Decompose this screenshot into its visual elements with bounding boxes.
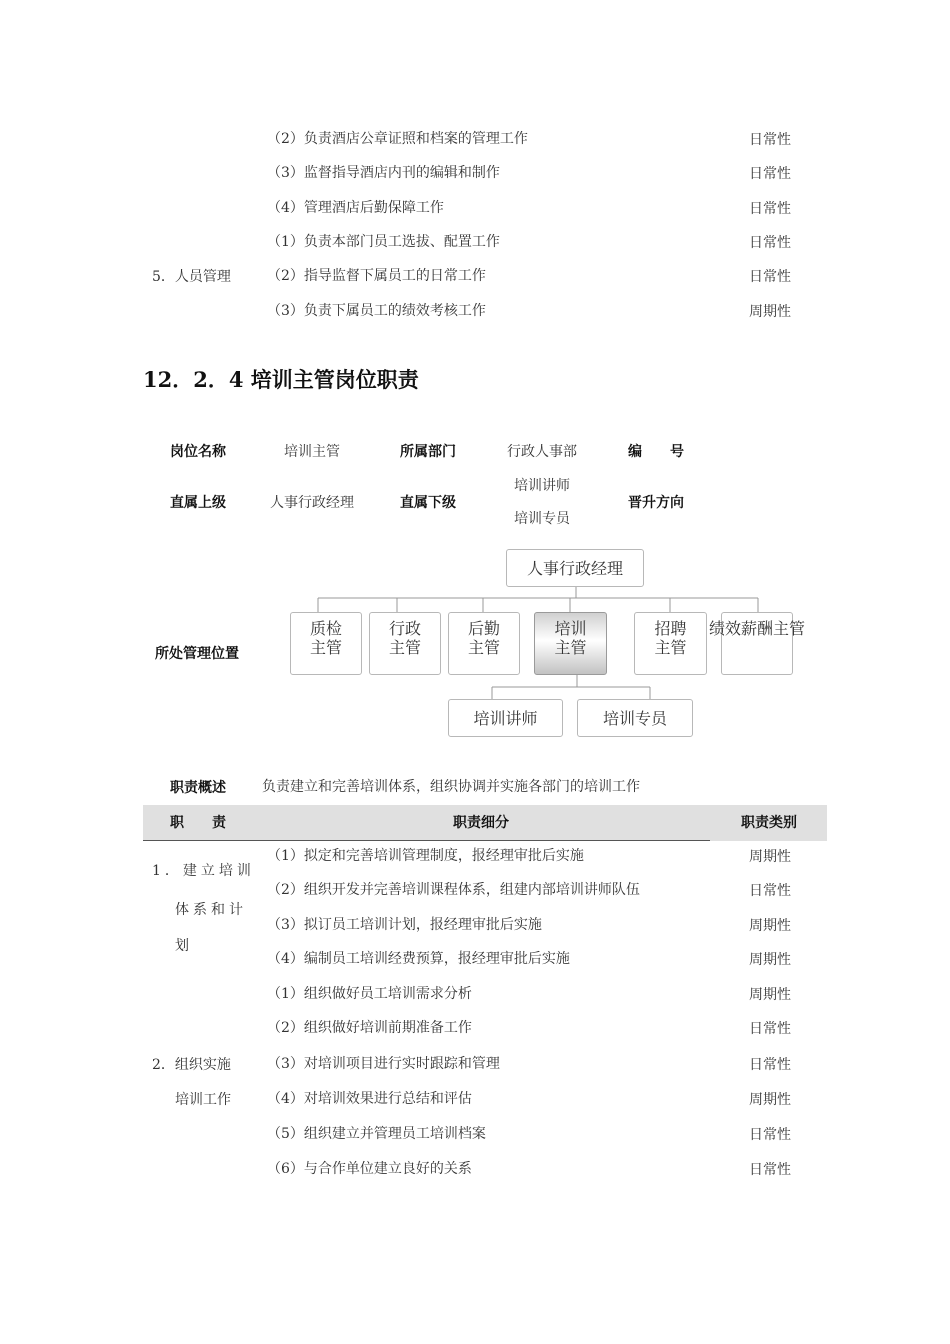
org-node-label: 培训 xyxy=(554,619,587,638)
table-row-category: 周期性 xyxy=(749,918,791,934)
duty-group-label: 2．组织实施 xyxy=(152,1057,231,1073)
org-node-label: 培训专员 xyxy=(602,708,667,728)
table-row-desc: （5）组织建立并管理员工培训档案 xyxy=(267,1126,486,1142)
table-row-desc: （2）组织开发并完善培训课程体系，组建内部培训讲师队伍 xyxy=(267,882,640,898)
org-node-label: 主管 xyxy=(467,638,500,657)
org-node-admin-supervisor xyxy=(369,612,441,675)
header-divider xyxy=(143,840,710,841)
position-label: 所处管理位置 xyxy=(155,646,239,662)
table-row-category: 日常性 xyxy=(749,1162,791,1178)
superior-label: 直属上级 xyxy=(170,495,226,511)
dept-value: 行政人事部 xyxy=(507,444,577,460)
duty-desc: （3）负责下属员工的绩效考核工作 xyxy=(267,303,486,319)
table-row-category: 周期性 xyxy=(749,987,791,1003)
org-node-compensation-supervisor xyxy=(709,612,806,675)
header-category: 职责类别 xyxy=(741,815,797,831)
table-row-category: 周期性 xyxy=(749,849,791,865)
superior-value: 人事行政经理 xyxy=(270,495,354,511)
org-node-label: 培训讲师 xyxy=(473,708,538,728)
section-heading: 12．2．4 培训主管岗位职责 xyxy=(143,367,419,392)
org-node-manager xyxy=(506,549,644,587)
org-node-label: 后勤 xyxy=(467,619,500,638)
org-node-qc-supervisor xyxy=(290,612,362,675)
subordinate-value: 培训讲师 xyxy=(514,478,570,494)
duty-category: 周期性 xyxy=(749,304,791,320)
table-row-desc: （2）组织做好培训前期准备工作 xyxy=(267,1020,472,1036)
org-node-training-supervisor xyxy=(534,612,607,675)
duty-category: 日常性 xyxy=(749,235,791,251)
org-node-logistics-supervisor xyxy=(448,612,520,675)
table-row-category: 周期性 xyxy=(749,952,791,968)
org-node-label: 主管 xyxy=(388,638,421,657)
duty-group-label: 划 xyxy=(175,938,189,954)
table-row-category: 日常性 xyxy=(749,1021,791,1037)
table-row-desc: （6）与合作单位建立良好的关系 xyxy=(267,1161,472,1177)
table-row-category: 日常性 xyxy=(749,1127,791,1143)
table-row-desc: （1）拟定和完善培训管理制度，报经理审批后实施 xyxy=(267,848,584,864)
dept-label: 所属部门 xyxy=(400,444,456,460)
post-name-value: 培训主管 xyxy=(284,444,340,460)
org-node-label: 招聘 xyxy=(654,619,687,638)
duty-category: 日常性 xyxy=(749,201,791,217)
duty-group-label: 5．人员管理 xyxy=(152,269,231,285)
duty-category: 日常性 xyxy=(749,269,791,285)
org-node-label: 人事行政经理 xyxy=(526,558,623,578)
duty-category: 日常性 xyxy=(749,166,791,182)
subordinate-value: 培训专员 xyxy=(514,511,570,527)
promotion-label: 晋升方向 xyxy=(628,495,684,511)
header-detail: 职责细分 xyxy=(453,815,509,831)
table-row-desc: （3）拟订员工培训计划，报经理审批后实施 xyxy=(267,917,542,933)
org-node-label: 主管 xyxy=(654,638,687,657)
duty-category: 日常性 xyxy=(749,132,791,148)
duty-desc: （2）指导监督下属员工的日常工作 xyxy=(267,268,486,284)
subordinate-label: 直属下级 xyxy=(400,495,456,511)
table-row-category: 日常性 xyxy=(749,1057,791,1073)
duty-desc: （3）监督指导酒店内刊的编辑和制作 xyxy=(267,165,500,181)
table-row-desc: （3）对培训项目进行实时跟踪和管理 xyxy=(267,1056,500,1072)
table-row-desc: （1）组织做好员工培训需求分析 xyxy=(267,986,472,1002)
overview-label: 职责概述 xyxy=(170,780,226,796)
duty-group-label: 1．建立培训 xyxy=(152,863,255,879)
header-duty: 职 责 xyxy=(170,815,226,831)
org-node-trainer xyxy=(448,699,563,737)
org-node-recruit-supervisor xyxy=(634,612,707,675)
duty-group-label: 体系和计 xyxy=(175,902,247,918)
org-node-label: 绩效薪酬主管 xyxy=(709,619,806,638)
table-row-desc: （4）编制员工培训经费预算，报经理审批后实施 xyxy=(267,951,570,967)
duty-desc: （1）负责本部门员工选拔、配置工作 xyxy=(267,234,500,250)
org-node-label: 主管 xyxy=(554,638,587,657)
code-label: 编 号 xyxy=(628,444,684,460)
org-node-label: 质检 xyxy=(309,619,342,638)
table-row-desc: （4）对培训效果进行总结和评估 xyxy=(267,1091,472,1107)
duty-desc: （2）负责酒店公章证照和档案的管理工作 xyxy=(267,131,528,147)
table-row-category: 日常性 xyxy=(749,883,791,899)
table-row-category: 周期性 xyxy=(749,1092,791,1108)
duty-group-label: 培训工作 xyxy=(175,1092,231,1108)
org-node-label: 行政 xyxy=(388,619,421,638)
org-node-label: 主管 xyxy=(309,638,342,657)
duty-desc: （4）管理酒店后勤保障工作 xyxy=(267,200,444,216)
overview-text: 负责建立和完善培训体系，组织协调并实施各部门的培训工作 xyxy=(262,779,640,795)
org-node-training-specialist xyxy=(577,699,693,737)
post-name-label: 岗位名称 xyxy=(170,444,226,460)
